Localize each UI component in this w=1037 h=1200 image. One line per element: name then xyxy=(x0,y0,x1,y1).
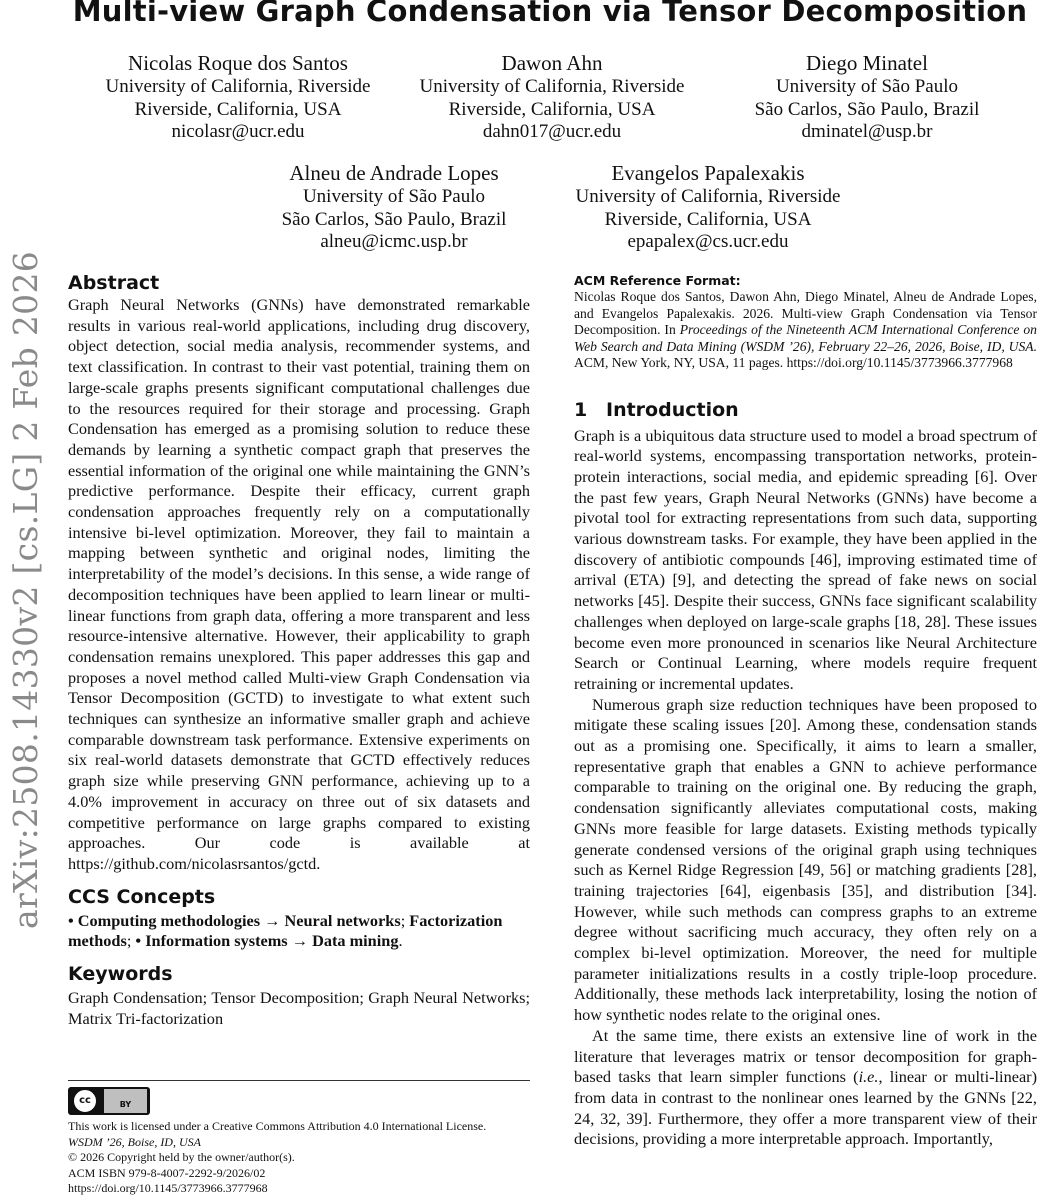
author-3 xyxy=(725,50,1009,144)
keywords-heading: Keywords xyxy=(68,963,173,986)
author-name: Alneu de Andrade Lopes xyxy=(289,161,499,185)
author-affiliation: University of California, Riverside xyxy=(575,186,841,207)
arxiv-identifier: arXiv:2508.14330v2 [cs.LG] 2 Feb 2026 xyxy=(6,250,45,930)
author-name: Evangelos Papalexakis xyxy=(611,161,805,185)
intro-paragraph-3: At the same time, there exists an extensive line of work in the literature that leverages matrix or tensor decomposition for graph-based tasks that learn simpler functions (i.e., linear or multi-linear) from data in contrast to the nonlinear ones learned by the GNNs [22, 24, 32, 39]. Furthermore, they offer a more transparent view of their decisions, providing a more interpretable approach. Importantly, xyxy=(574,1025,1037,1149)
isbn: ACM ISBN 979-8-4007-2292-9/2026/02 xyxy=(68,1165,266,1180)
ccs-concepts: • Computing methodologies → Neural networks; Factorization methods; • Information systems → Data mining. xyxy=(68,910,503,951)
license-statement: This work is licensed under a Creative Commons Attribution 4.0 International License. xyxy=(68,1119,487,1133)
author-email[interactable]: alneu@icmc.usp.br xyxy=(320,231,468,253)
keywords-text: Graph Condensation; Tensor Decomposition; Graph Neural Networks; Matrix Tri-factorization xyxy=(68,988,530,1028)
license-divider xyxy=(68,1080,530,1081)
author-location: Riverside, California, USA xyxy=(448,98,656,120)
doi-link[interactable]: https://doi.org/10.1145/3773966.3777968 xyxy=(68,1181,268,1195)
author-affiliation: University of São Paulo xyxy=(775,76,959,97)
ccs-item: Factorization methods xyxy=(68,910,503,951)
paper-title: Multi-view Graph Condensation via Tensor Decomposition xyxy=(72,0,1028,28)
author-email[interactable]: dminatel@usp.br xyxy=(801,121,933,143)
copyright: © 2026 Copyright held by the owner/author(s). xyxy=(68,1150,295,1164)
ccs-item: • Computing methodologies → Neural networks xyxy=(68,910,401,930)
acm-reference-heading: ACM Reference Format: xyxy=(574,273,741,288)
author-affiliation: University of São Paulo xyxy=(302,186,486,207)
venue: WSDM ’26, Boise, ID, USA xyxy=(68,1134,201,1149)
author-4 xyxy=(252,160,536,254)
right-column xyxy=(574,272,1037,1150)
author-email[interactable]: dahn017@ucr.edu xyxy=(482,121,622,143)
ccs-item: • Information systems → Data mining xyxy=(135,931,399,951)
author-5 xyxy=(566,160,850,254)
author-1 xyxy=(96,50,380,144)
by-label: BY xyxy=(104,1089,147,1113)
author-email[interactable]: nicolasr@ucr.edu xyxy=(171,121,305,143)
author-name: Nicolas Roque dos Santos xyxy=(128,51,348,75)
author-location: Riverside, California, USA xyxy=(134,98,342,120)
introduction-heading xyxy=(574,398,1037,422)
author-email[interactable]: epapalex@cs.ucr.edu xyxy=(627,231,789,253)
author-affiliation: University of California, Riverside xyxy=(419,76,685,97)
abstract-heading: Abstract xyxy=(68,272,160,294)
section-title: Introduction xyxy=(606,398,739,421)
left-column xyxy=(68,271,530,1030)
abstract-text: Graph Neural Networks (GNNs) have demonstrated remarkable results in various real-world applications, including drug discovery, object detection, social media analysis, recommender systems, and text classification. In contrast to their vast potential, training them on large-scale graphs presents significant computational challenges due to the resources required for their storage and processing. Graph Condensation has emerged as a promising solution to reduce these demands by learning a synthetic compact graph that preserves the essential information of the original one while maintaining the GNN’s predictive performance. Despite their efficacy, current graph condensation approaches frequently rely on a computationally intensive bi-level optimization. Moreover, they fail to maintain a mapping between synthetic and original nodes, limiting the interpretability of the model’s decisions. In this sense, a wide range of decomposition techniques have been applied to learn linear or multi-linear functions from graph data, offering a more transparent and less resource-intensive alternative. However, their applicability to graph condensation remains unexplored. This paper addresses this gap and proposes a novel method called Multi-view Graph Condensation via Tensor Decomposition (GCTD) to investigate to what extent such techniques can synthesize an informative smaller graph and achieve comparable downstream task performance. Extensive experiments on six real-world datasets demonstrate that GCTD effectively reduces graph size while preserving GNN performance, achieving up to a 4.0% improvement in accuracy on three out of six datasets and competitive performance on large graphs compared to existing approaches. Our code is available at https://github.com/nicolasrsantos/gctd. xyxy=(68,295,530,873)
license-block xyxy=(68,1080,530,1197)
ccs-heading: CCS Concepts xyxy=(68,885,216,908)
acm-reference-text: Nicolas Roque dos Santos, Dawon Ahn, Diego Minatel, Alneu de Andrade Lopes, and Evangelos Papalexakis. 2026. Multi-view Graph Condensation via Tensor Decomposition. In Proceedings of the Nineteenth ACM International Conference on Web Search and Data Mining (WSDM ’26), February 22–26, 2026, Boise, ID, USA. ACM, New York, NY, USA, 11 pages. https://doi.org/10.1145/3773966.3777968 xyxy=(574,289,1037,370)
cc-by-badge[interactable] xyxy=(68,1087,150,1115)
cc-icon: cc xyxy=(72,1088,98,1114)
author-location: Riverside, California, USA xyxy=(604,208,812,230)
section-number: 1 xyxy=(574,398,588,421)
intro-paragraph-2: Numerous graph size reduction techniques have been proposed to mitigate these scaling issues [20]. Among these, condensation stands out as a promising one. Specifically, it aims to learn a smaller, representative graph that enables a GNN to achieve performance comparable to training on the original one. By reducing the graph, condensation significantly alleviates computational costs, making GNNs more feasible for large datasets. Existing methods typically generate condensed versions of the original graph using techniques such as Kernel Ridge Regression [49, 56] or matching gradients [28], training trajectories [64], eigenbasis [35], and distribution [34]. However, while such methods can compress graphs to an extreme degree without sacrificing much accuracy, they often rely on a complex bi-level optimization. Moreover, the need for multiple parameter initializations results in a costly triple-loop procedure. Additionally, these methods lack interpretability, losing the notion of how synthetic nodes relate to the original ones. xyxy=(574,694,1037,1025)
author-name: Dawon Ahn xyxy=(501,51,603,75)
author-location: São Carlos, São Paulo, Brazil xyxy=(281,208,507,230)
author-2 xyxy=(410,50,694,144)
author-location: São Carlos, São Paulo, Brazil xyxy=(754,98,980,120)
author-affiliation: University of California, Riverside xyxy=(105,76,371,97)
author-name: Diego Minatel xyxy=(806,51,928,75)
intro-paragraph-1: Graph is a ubiquitous data structure used to model a broad spectrum of real-world systems, encompassing transportation networks, protein-protein interactions, social media, and epidemic spreading [6]. Over the past few years, Graph Neural Networks (GNNs) have become a pivotal tool for extracting representations from such data, supporting various downstream tasks. For example, they have been applied in the discovery of antibiotic compounds [46], improving estimated time of arrival (ETA) [9], and detecting the spread of fake news on social networks [45]. Despite their success, GNNs face significant scalability challenges when deployed on large-scale graphs [18, 28]. These issues become even more pronounced in scenarios like Neural Architecture Search or Continual Learning, where models require frequent retraining or incremental updates. xyxy=(574,425,1037,693)
